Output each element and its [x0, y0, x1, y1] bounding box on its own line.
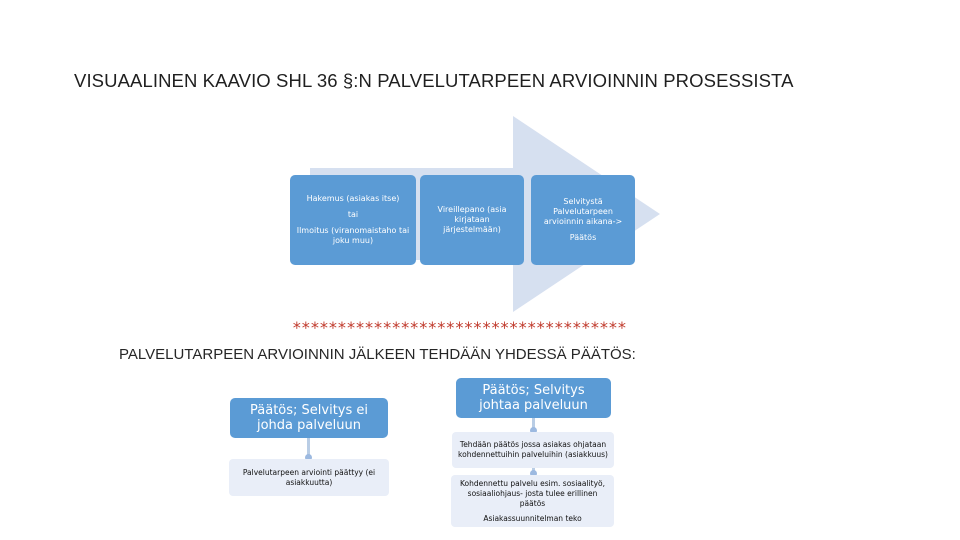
step-application-line2: tai — [347, 210, 359, 219]
decision-service-box — [456, 378, 611, 418]
note-assessment-ends-text: Palvelutarpeen arviointi päättyy (ei asiakkuutta) — [242, 467, 376, 487]
note-assessment-ends — [229, 459, 389, 496]
note-service-plan-line2: Asiakassuunnitelman teko — [483, 513, 582, 523]
step-application-line3: Ilmoitus (viranomaistaho tai joku muu) — [296, 226, 410, 245]
step-application-line1: Hakemus (asiakas itse) — [306, 194, 400, 203]
note-service-plan — [451, 475, 614, 527]
decision-no-service-box — [230, 398, 388, 438]
note-targeted-services-text: Tehdään päätös jossa asiakas ohjataan kohdennettuihin palveluihin (asiakkuus) — [458, 440, 608, 459]
step-initiation-text: Vireillepano (asia kirjataan järjestelmään) — [437, 205, 507, 234]
separator-stars: ************************************* — [292, 318, 627, 337]
note-targeted-services — [452, 432, 614, 468]
decision-service-text: Päätös; Selvitys johtaa palveluun — [479, 383, 588, 413]
process-step-assessment — [531, 175, 635, 265]
step-assessment-line1: Selvitystä Palvelutarpeen arvioinnin aikana-> — [543, 197, 623, 226]
process-step-initiation — [420, 175, 524, 265]
section-subtitle: PALVELUTARPEEN ARVIOINNIN JÄLKEEN TEHDÄÄN YHDESSÄ PÄÄTÖS: — [119, 346, 636, 363]
decision-no-service-text: Päätös; Selvitys ei johda palveluun — [250, 403, 368, 433]
note-service-plan-line1: Kohdennettu palvelu esim. sosiaalityö, sosiaaliohjaus- josta tulee erillinen päätös — [460, 478, 605, 508]
step-assessment-line2: Päätös — [569, 233, 597, 242]
process-step-application — [290, 175, 416, 265]
page-title: VISUAALINEN KAAVIO SHL 36 §:N PALVELUTARPEEN ARVIOINNIN PROSESSISTA — [74, 70, 794, 91]
